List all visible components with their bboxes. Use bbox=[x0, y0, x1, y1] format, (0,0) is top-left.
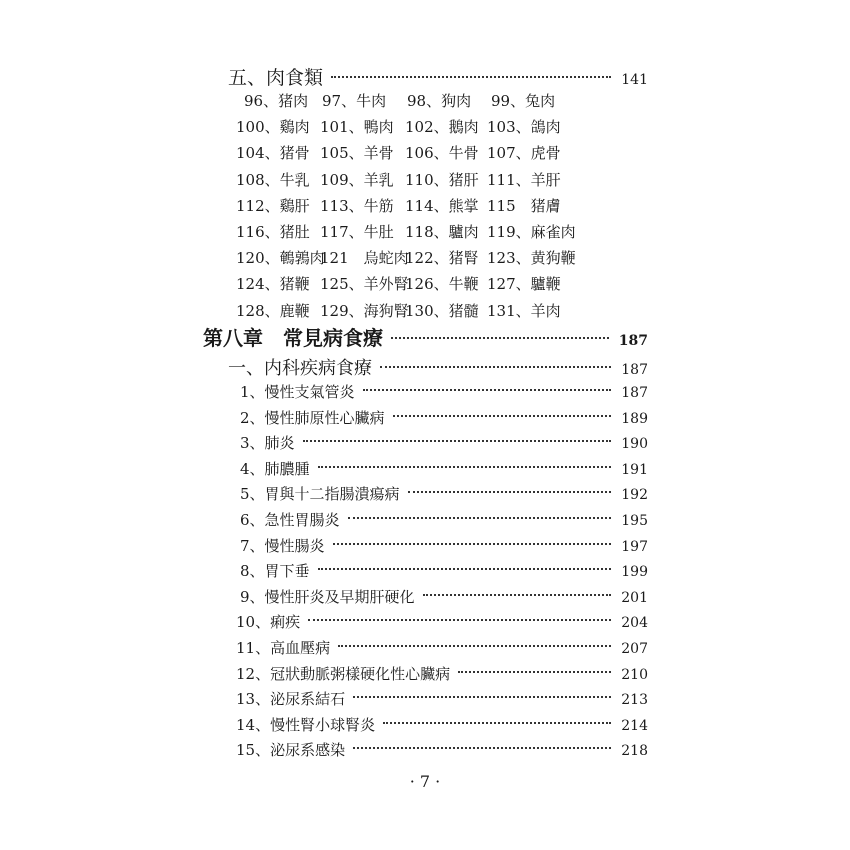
dot-leader bbox=[308, 619, 611, 621]
dot-leader bbox=[391, 337, 609, 339]
meat-item: 104、猪骨 bbox=[236, 144, 310, 163]
meat-item: 123、黄狗鞭 bbox=[487, 249, 576, 268]
dot-leader bbox=[348, 517, 612, 519]
meat-item: 101、鴨肉 bbox=[320, 118, 394, 137]
toc-entry bbox=[240, 483, 648, 504]
dot-leader bbox=[423, 594, 612, 596]
meat-item: 125、羊外腎 bbox=[320, 275, 409, 294]
entry-title: 13、泌尿系結石 bbox=[236, 690, 346, 709]
entry-page-number: 189 bbox=[621, 410, 648, 427]
entry-title: 3、肺炎 bbox=[240, 434, 295, 453]
entry-page-number: 218 bbox=[621, 743, 648, 760]
entry-page-number: 195 bbox=[621, 513, 648, 529]
toc-entry bbox=[240, 381, 648, 402]
meat-item: 115 猪膚 bbox=[487, 196, 561, 215]
chapter-title: 第八章 常見病食療 bbox=[203, 326, 383, 350]
subsection-page-number: 187 bbox=[621, 362, 648, 378]
meat-item: 126、牛鞭 bbox=[405, 275, 479, 294]
dot-leader bbox=[408, 491, 612, 493]
toc-subsection-internal-medicine bbox=[228, 354, 648, 380]
meat-item: 122、猪腎 bbox=[405, 249, 479, 268]
dot-leader bbox=[318, 568, 612, 570]
meat-item: 96、猪肉 bbox=[244, 92, 309, 110]
section-title: 五、肉食類 bbox=[228, 67, 324, 89]
meat-item: 107、虎骨 bbox=[487, 144, 561, 163]
toc-entry bbox=[240, 560, 648, 581]
meat-item: 97、牛肉 bbox=[322, 92, 387, 110]
entry-title: 9、慢性肝炎及早期肝硬化 bbox=[240, 587, 415, 606]
entry-page-number: 204 bbox=[621, 615, 648, 632]
entry-page-number: 207 bbox=[621, 641, 648, 657]
meat-item: 105、羊骨 bbox=[320, 144, 394, 163]
toc-entry bbox=[236, 739, 648, 760]
entry-title: 4、肺膿腫 bbox=[240, 459, 310, 478]
dot-leader bbox=[338, 645, 611, 647]
meat-item: 100、鷄肉 bbox=[236, 118, 310, 137]
dot-leader bbox=[353, 747, 611, 749]
entry-page-number: 213 bbox=[621, 692, 648, 709]
entry-title: 10、痢疾 bbox=[236, 613, 301, 632]
entry-title: 7、慢性腸炎 bbox=[240, 536, 325, 555]
entry-page-number: 197 bbox=[621, 538, 648, 555]
toc-entry bbox=[236, 637, 648, 658]
meat-item: 99、兔肉 bbox=[491, 92, 556, 110]
meat-item: 109、羊乳 bbox=[320, 170, 394, 189]
dot-leader bbox=[331, 76, 611, 78]
toc-entry bbox=[236, 663, 648, 684]
meat-item: 114、熊掌 bbox=[405, 196, 479, 215]
dot-leader bbox=[363, 389, 612, 391]
dot-leader bbox=[333, 543, 612, 545]
entry-title: 5、胃與十二指腸潰瘍病 bbox=[240, 485, 400, 504]
dot-leader bbox=[353, 696, 611, 698]
toc-entry bbox=[236, 714, 648, 735]
entry-page-number: 191 bbox=[621, 461, 648, 478]
section-page-number: 141 bbox=[621, 72, 648, 88]
meat-item: 129、海狗腎 bbox=[320, 301, 409, 320]
page-number-footer: · 7 · bbox=[409, 772, 441, 791]
entry-title: 12、冠狀動脈粥樣硬化性心臟病 bbox=[236, 664, 451, 683]
toc-entry bbox=[240, 509, 648, 530]
meat-item: 116、猪肚 bbox=[236, 223, 310, 241]
meat-item: 98、狗肉 bbox=[407, 92, 472, 110]
meat-item: 111、羊肝 bbox=[487, 170, 561, 189]
meat-item: 117、牛肚 bbox=[320, 223, 394, 241]
entry-page-number: 214 bbox=[621, 717, 648, 734]
meat-item: 110、猪肝 bbox=[405, 170, 479, 189]
toc-section-meat bbox=[228, 63, 648, 90]
meat-item: 124、猪鞭 bbox=[236, 275, 310, 294]
toc-entry bbox=[240, 458, 648, 479]
dot-leader bbox=[383, 722, 611, 724]
meat-item: 120、鵪鶉肉 bbox=[236, 249, 325, 268]
entry-page-number: 190 bbox=[621, 436, 648, 453]
meat-item: 118、驢肉 bbox=[405, 223, 479, 241]
meat-item: 106、牛骨 bbox=[405, 144, 479, 163]
entry-title: 15、泌尿系感染 bbox=[236, 741, 346, 760]
dot-leader bbox=[458, 671, 611, 673]
entry-title: 8、胃下垂 bbox=[240, 562, 310, 581]
toc-entry bbox=[240, 407, 648, 428]
toc-entry bbox=[236, 688, 648, 709]
entry-title: 14、慢性腎小球腎炎 bbox=[236, 715, 376, 734]
entry-page-number: 192 bbox=[621, 487, 648, 504]
meat-item: 131、羊肉 bbox=[487, 301, 561, 320]
toc-entry bbox=[240, 535, 648, 556]
meat-item: 128、鹿鞭 bbox=[236, 301, 310, 320]
meat-item: 108、牛乳 bbox=[236, 170, 310, 189]
entry-page-number: 187 bbox=[621, 385, 648, 401]
entry-page-number: 199 bbox=[621, 564, 648, 581]
meat-item: 103、鴿肉 bbox=[487, 118, 561, 137]
chapter-page-number: 187 bbox=[618, 333, 648, 349]
toc-chapter-eight bbox=[203, 322, 648, 351]
entry-title: 2、慢性肺原性心臟病 bbox=[240, 408, 385, 427]
dot-leader bbox=[303, 440, 612, 442]
toc-entry bbox=[236, 611, 648, 632]
entry-title: 1、慢性支氣管炎 bbox=[240, 383, 355, 401]
meat-item: 113、牛筋 bbox=[320, 196, 394, 215]
meat-item: 127、驢鞭 bbox=[487, 275, 561, 294]
meat-item: 119、麻雀肉 bbox=[487, 223, 576, 241]
meat-item: 130、猪髓 bbox=[405, 301, 479, 320]
meat-item: 121 烏蛇肉 bbox=[320, 249, 409, 268]
meat-item: 112、鷄肝 bbox=[236, 196, 310, 215]
meat-item: 102、鵝肉 bbox=[405, 118, 479, 137]
entry-title: 11、高血壓病 bbox=[236, 639, 331, 657]
toc-entry bbox=[240, 432, 648, 453]
toc-entry bbox=[240, 586, 648, 607]
entry-page-number: 201 bbox=[621, 589, 648, 606]
entry-page-number: 210 bbox=[621, 666, 648, 683]
dot-leader bbox=[380, 366, 611, 368]
dot-leader bbox=[318, 466, 612, 468]
dot-leader bbox=[393, 415, 612, 417]
entry-title: 6、急性胃腸炎 bbox=[240, 511, 340, 529]
subsection-title: 一、内科疾病食療 bbox=[228, 358, 372, 379]
